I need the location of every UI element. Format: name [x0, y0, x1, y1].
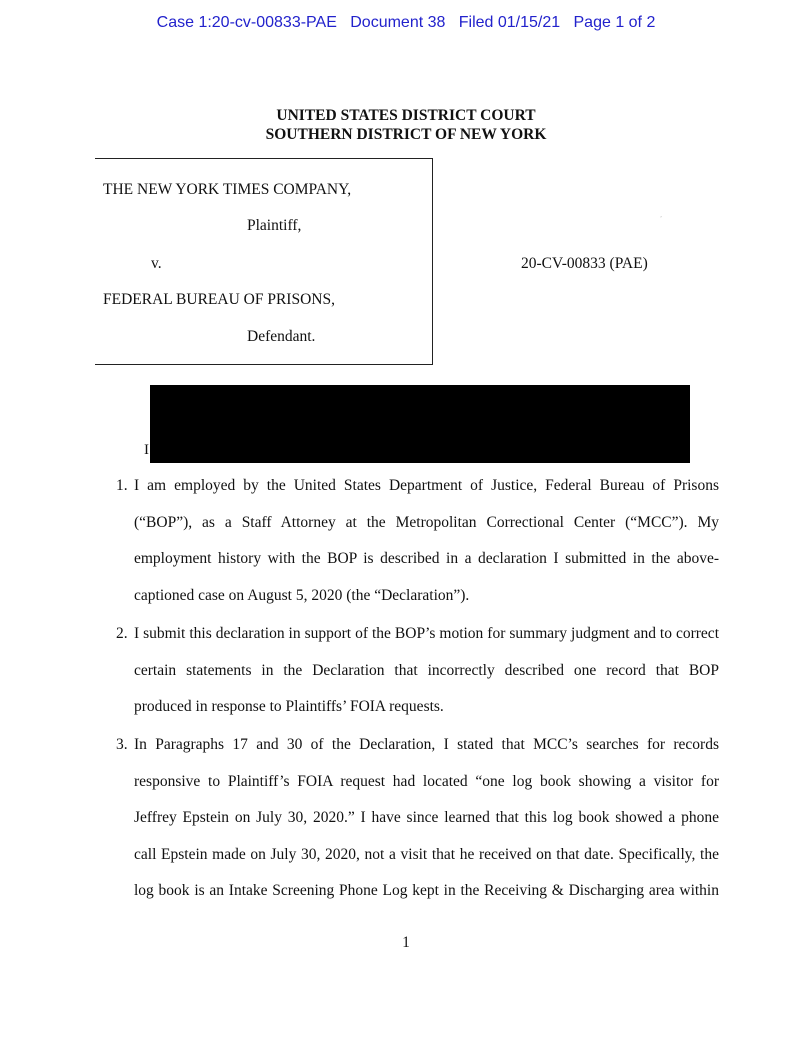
- paragraph-line: Jeffrey Epstein on July 30, 2020.” I have since learned that this log book showed a phone: [134, 809, 719, 826]
- paragraph-line: I am employed by the United States Department of Justice, Federal Bureau of Prisons: [134, 477, 719, 494]
- paragraph-line: certain statements in the Declaration that incorrectly described one record that BOP: [134, 662, 719, 679]
- scan-speck: ’: [660, 216, 662, 222]
- paragraph-line: employment history with the BOP is described in a declaration I submitted in the above-: [134, 550, 719, 567]
- ecf-document-number: Document 38: [350, 14, 446, 31]
- paragraph-number: 3.: [116, 736, 128, 753]
- paragraph-number: 1.: [116, 477, 128, 494]
- paragraph-line: responsive to Plaintiff’s FOIA request had located “one log book showing a visitor for: [134, 773, 719, 790]
- defendant-name: FEDERAL BUREAU OF PRISONS,: [103, 291, 335, 308]
- defendant-label: Defendant.: [247, 328, 316, 345]
- plaintiff-label: Plaintiff,: [247, 217, 302, 234]
- ecf-filed-date: Filed 01/15/21: [458, 14, 561, 31]
- paragraph-line: call Epstein made on July 30, 2020, not a visit that he received on that date. Specifically, the: [134, 846, 719, 863]
- court-district: SOUTHERN DISTRICT OF NEW YORK: [265, 126, 547, 143]
- paragraph-line: (“BOP”), as a Staff Attorney at the Metropolitan Correctional Center (“MCC”). My: [134, 514, 719, 531]
- redaction-block: [150, 385, 690, 463]
- ecf-filing-header: [0, 14, 812, 32]
- page-number: 1: [402, 934, 410, 951]
- plaintiff-name: THE NEW YORK TIMES COMPANY,: [103, 181, 352, 198]
- court-heading: [0, 106, 812, 144]
- redaction-edge-text: I: [144, 442, 149, 458]
- paragraph-line: log book is an Intake Screening Phone Log kept in the Receiving & Discharging area within: [134, 882, 719, 899]
- paragraph-line: In Paragraphs 17 and 30 of the Declaration, I stated that MCC’s searches for records: [134, 736, 719, 753]
- paragraph-line: produced in response to Plaintiffs’ FOIA requests.: [134, 698, 444, 715]
- ecf-page-indicator: Page 1 of 2: [573, 14, 656, 31]
- paragraph-line: I submit this declaration in support of the BOP’s motion for summary judgment and to correct: [134, 625, 719, 642]
- paragraph-number: 2.: [116, 625, 128, 642]
- court-name: UNITED STATES DISTRICT COURT: [276, 107, 536, 124]
- paragraph-line: captioned case on August 5, 2020 (the “Declaration”).: [134, 587, 470, 604]
- case-number: 20-CV-00833 (PAE): [521, 255, 648, 272]
- versus-label: v.: [151, 255, 162, 272]
- ecf-case-number: Case 1:20-cv-00833-PAE: [156, 14, 337, 31]
